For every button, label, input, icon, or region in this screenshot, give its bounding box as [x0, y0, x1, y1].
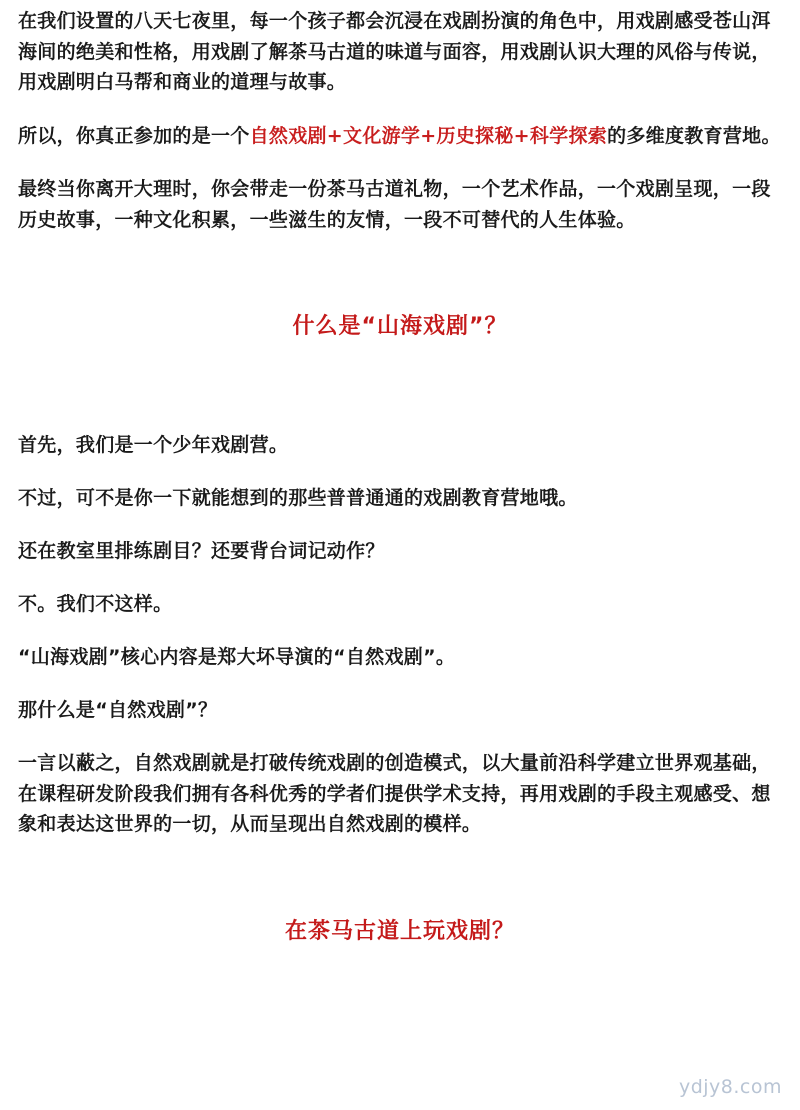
paragraph-intro: 首先，我们是一个少年戏剧营。: [18, 434, 289, 456]
paragraph-answer: 不。我们不这样。: [18, 593, 173, 615]
paragraph-takeaways: 最终当你离开大理时，你会带走一份茶马古道礼物，一个艺术作品，一个戏剧呈现，一段历史故事，一种文化积累，一些滋生的友情，一段不可替代的人生体验。: [18, 178, 771, 231]
paragraph-itinerary: 在我们设置的八天七夜里，每一个孩子都会沉浸在戏剧扮演的角色中，用戏剧感受苍山洱海间的绝美和性格，用戏剧了解茶马古道的味道与面容，用戏剧认识大理的风俗与传说，用戏剧明白马帮和商业的道理与故事。: [18, 10, 771, 93]
paragraph-what-is-natural: 那什么是“自然戏剧”？: [18, 699, 218, 721]
section-heading-tea-horse-road: 在茶马古道上玩戏剧？: [284, 918, 515, 944]
paragraph-core-content: “山海戏剧”核心内容是郑大坏导演的“自然戏剧”。: [18, 646, 456, 668]
paragraph-question: 还在教室里排练剧目？还要背台词记动作？: [18, 540, 385, 562]
highlighted-camp-features: 自然戏剧+文化游学+历史探秘+科学探索: [249, 124, 608, 147]
paragraph-camp-type-tail: 的多维度教育营地。: [607, 124, 781, 147]
section-heading-what-is: 什么是“山海戏剧”？: [292, 314, 508, 339]
paragraph-camp-type-lead: 所以，你真正参加的是一个: [18, 124, 250, 147]
article-body: [18, 6, 782, 945]
site-watermark: ydjy8.com: [678, 1076, 782, 1098]
paragraph-not-ordinary: 不过，可不是你一下就能想到的那些普普通通的戏剧教育营地哦。: [18, 487, 578, 509]
paragraph-natural-drama-definition: 一言以蔽之，自然戏剧就是打破传统戏剧的创造模式，以大量前沿科学建立世界观基础，在课程研发阶段我们拥有各科优秀的学者们提供学术支持，再用戏剧的手段主观感受、想象和表达这世界的一切，从而呈现出自然戏剧的模样。: [18, 752, 771, 835]
paragraph-camp-type: [18, 121, 782, 152]
